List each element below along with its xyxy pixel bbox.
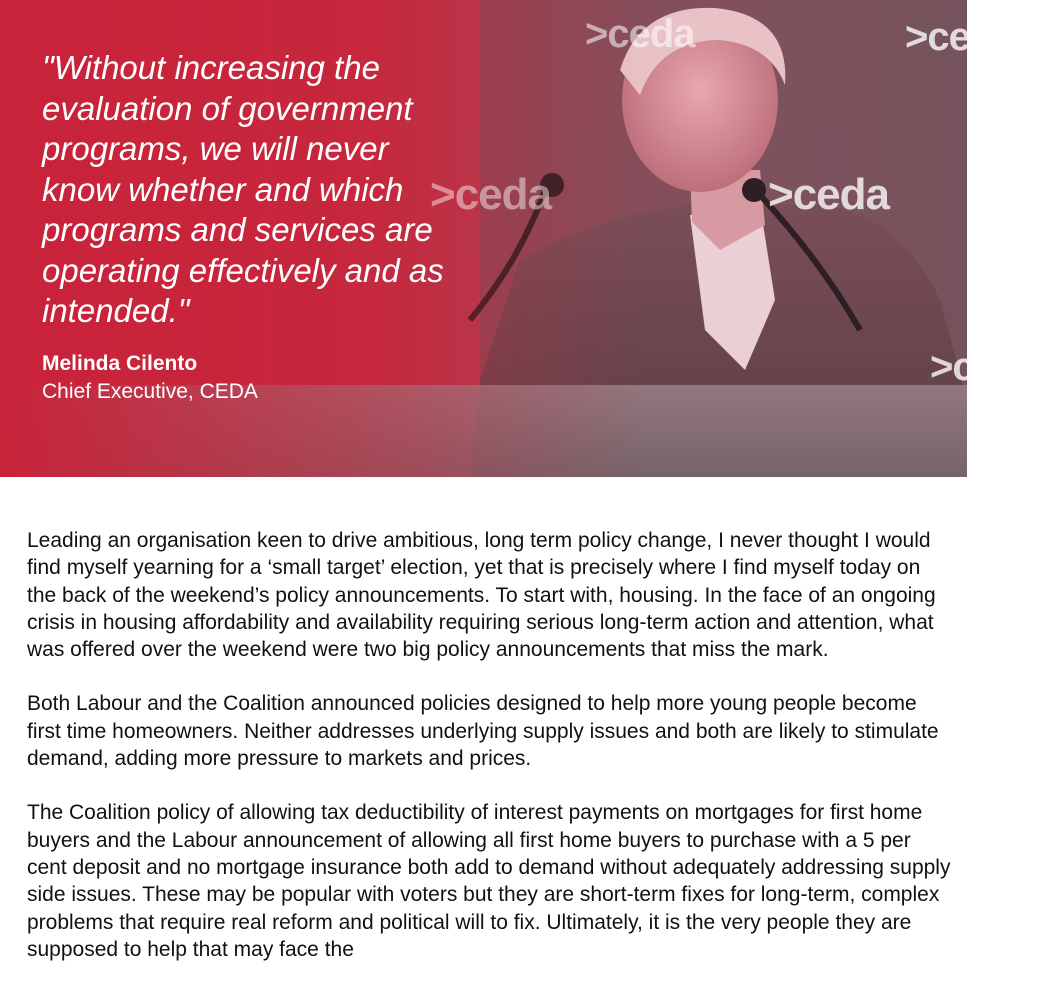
- ceda-watermark: >ceda: [585, 12, 695, 56]
- article-paragraph: Leading an organisation keen to drive ambitious, long term policy change, I never thought I would find myself yearning for a ‘small target’ election, yet that is precisely where I find myself today on the back of the weekend’s policy announcements. To start with, housing. In the face of an ongoing crisis in housing affordability and availability requiring serious long-term action and attention, what was offered over the weekend were two big policy announcements that miss the mark.: [27, 529, 936, 662]
- hero-banner: [0, 0, 1040, 477]
- ceda-watermark: >ceda: [905, 15, 1015, 59]
- ceda-watermark: >ceda: [430, 170, 551, 219]
- article-paragraph: Both Labour and the Coalition announced policies designed to help more young people become first time homeowners. Neither addresses underlying supply issues and both are likely to stimulate demand, adding more pressure to markets and prices.: [27, 692, 939, 771]
- speaker-title: Chief Executive, CEDA: [42, 380, 258, 403]
- article-paragraph: The Coalition policy of allowing tax deductibility of interest payments on mortgages for first home buyers and the Labour announcement of allowing all first home buyers to purchase with a 5 per cent deposit and no mortgage insurance both add to demand without adequately addressing supply side issues. These may be popular with voters but they are short-term fixes for long-term, complex problems that require real reform and political will to fix. Ultimately, it is the very people they are supposed to help that may face the: [27, 801, 951, 961]
- article-body: [27, 527, 952, 990]
- speaker-name: Melinda Cilento: [42, 352, 198, 375]
- ceda-watermark: >ceda: [768, 170, 889, 219]
- pull-quote: "Without increasing the evaluation of government programs, we will never know whether and which programs and services are operating effectively and as intended.": [42, 49, 444, 329]
- ceda-watermark: >ceda: [930, 345, 1040, 389]
